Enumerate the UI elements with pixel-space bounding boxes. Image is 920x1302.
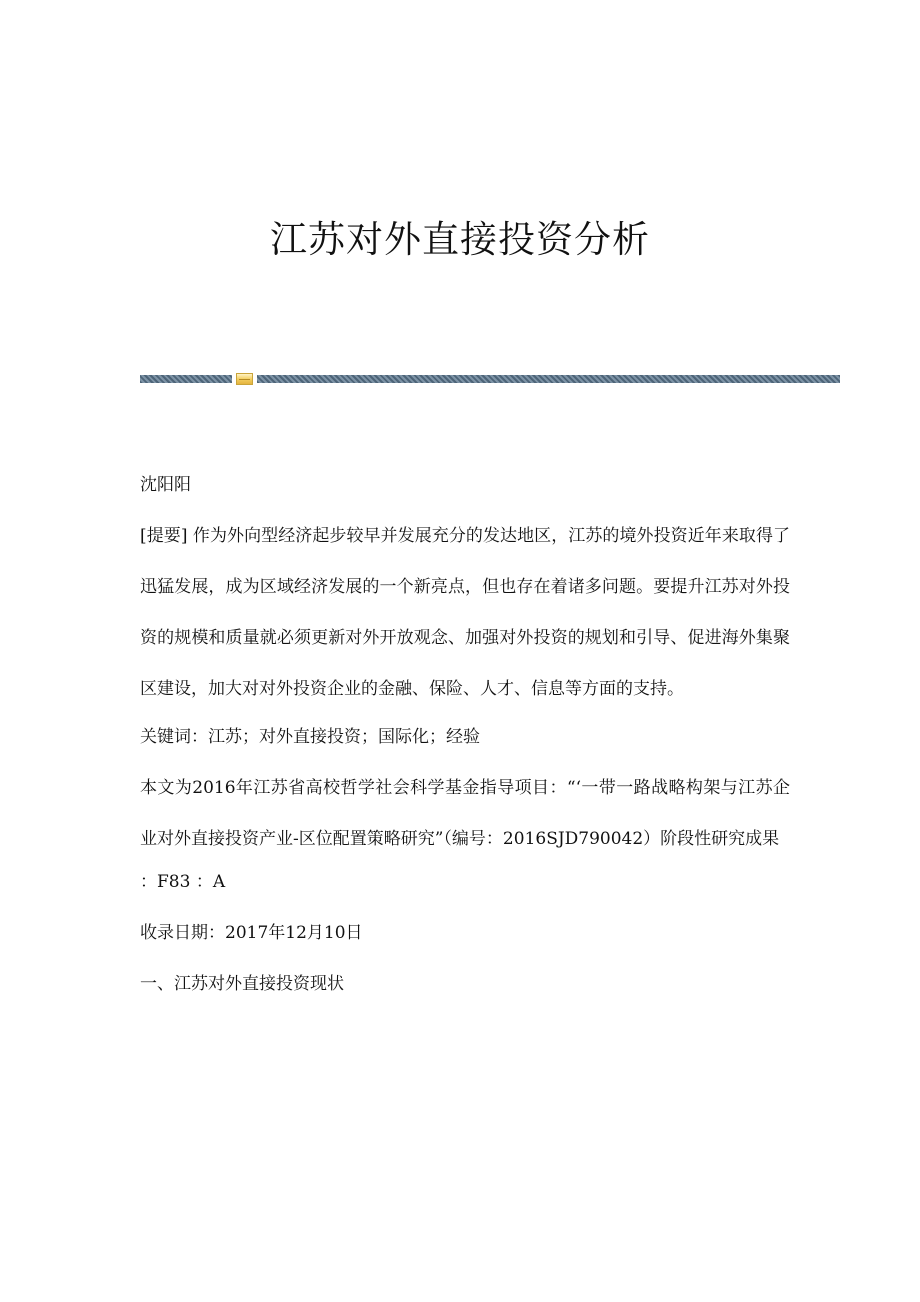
abstract-label: [提要] xyxy=(140,526,188,546)
keywords-label: 关键词： xyxy=(140,727,208,747)
classification-line: ：F83 ：A xyxy=(140,872,226,892)
fund-note: 本文为2016年江苏省高校哲学社会科学基金指导项目：“‘一带一路战略构架与江苏企业对外直接投资产业-区位配置策略研究”（编号：2016SJD790042）阶段性研究成果 xyxy=(140,778,790,849)
keywords-text: 江苏；对外直接投资；国际化；经验 xyxy=(208,727,480,747)
divider-bar-right xyxy=(257,375,840,383)
title-divider xyxy=(140,373,840,385)
received-date: 收录日期：2017年12月10日 xyxy=(140,923,363,943)
divider-emblem-icon xyxy=(236,373,253,385)
keywords-line xyxy=(140,722,790,752)
document-body xyxy=(140,470,790,1020)
document-title: 江苏对外直接投资分析 xyxy=(270,218,650,261)
abstract-text: 作为外向型经济起步较早并发展充分的发达地区，江苏的境外投资近年来取得了迅猛发展，成为区域经济发展的一个新亮点，但也存在着诸多问题。要提升江苏对外投资的规模和质量就必须更新对外开放观念、加强对外投资的规划和引导、促进海外集聚区建设，加大对对外投资企业的金融、保险、人才、信息等方面的支持。 xyxy=(140,526,791,699)
abstract-paragraph xyxy=(140,511,790,715)
author-name: 沈阳阳 xyxy=(140,475,191,495)
section-heading: 一、江苏对外直接投资现状 xyxy=(140,974,344,994)
divider-bar-left xyxy=(140,375,232,383)
